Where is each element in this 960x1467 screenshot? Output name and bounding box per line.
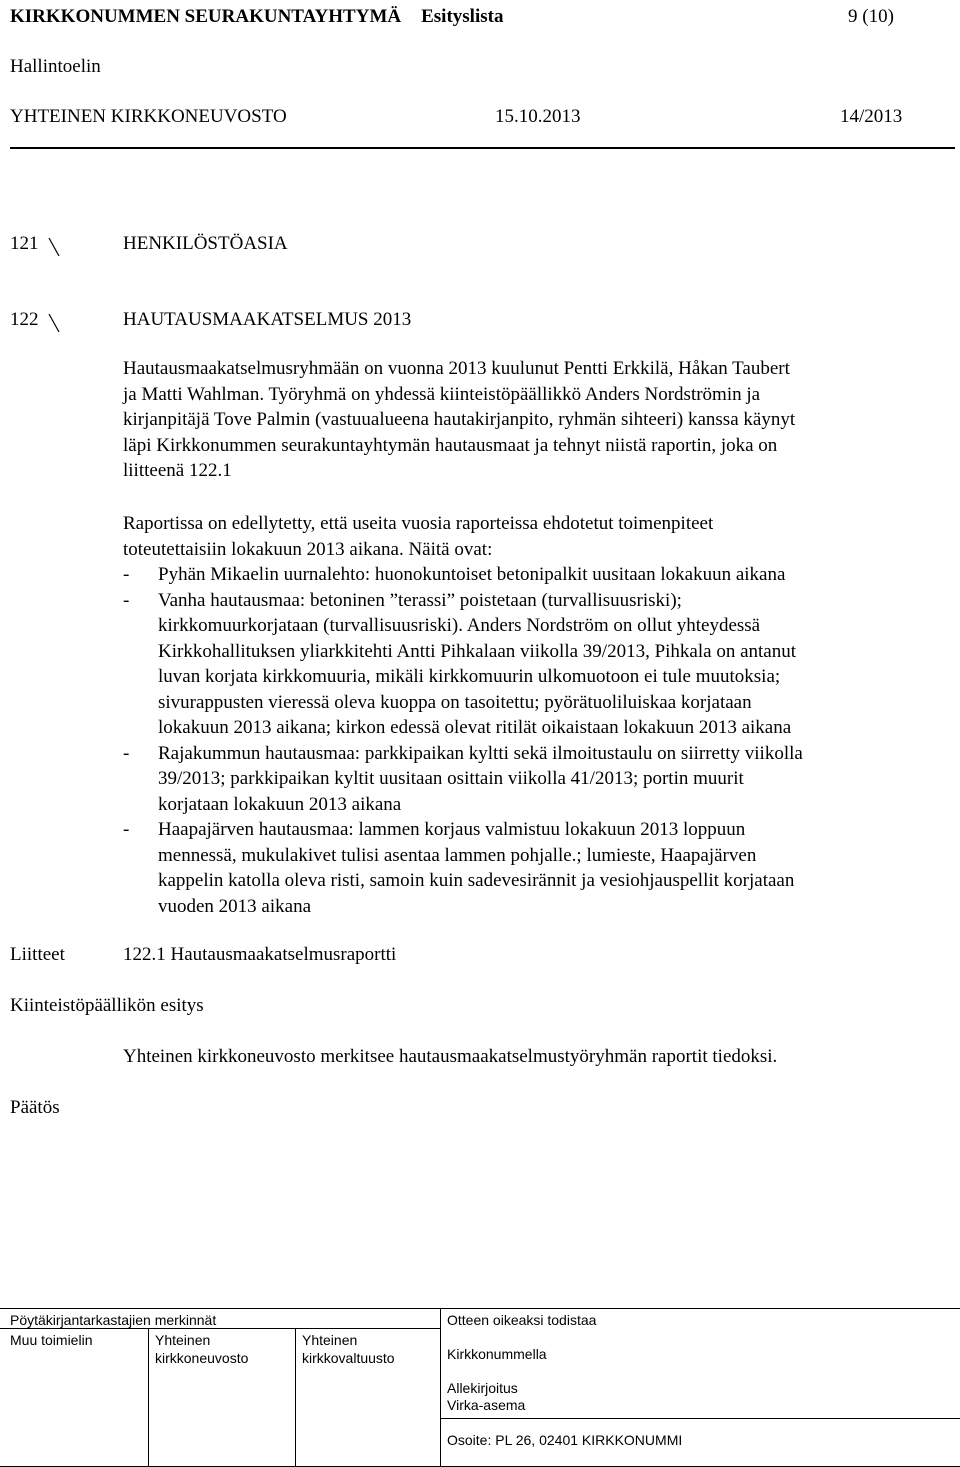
- proposal-label: Kiinteistöpäällikön esitys: [10, 995, 204, 1016]
- column-assembly-line2: kirkkovaltuusto: [302, 1350, 395, 1366]
- certification-title: Otteen oikeaksi todistaa: [447, 1312, 597, 1328]
- meeting-date: 15.10.2013: [495, 106, 581, 127]
- text-line: vuoden 2013 aikana: [158, 895, 312, 917]
- text-line: sivurappusten vieressä oleva kuoppa on tasoitettu; pyörätuoliluiskaa korjataan: [158, 691, 752, 713]
- address: Osoite: PL 26, 02401 KIRKKONUMMI: [447, 1432, 683, 1448]
- text-line: liitteenä 122.1: [123, 460, 232, 481]
- signature-label: Allekirjoitus: [447, 1380, 518, 1396]
- text-line: kirjanpitäjä Tove Palmin (vastuualueena hautakirjanpito, ryhmän sihteeri) kanssa käynyt: [123, 409, 796, 430]
- section-title: HAUTAUSMAAKATSELMUS 2013: [123, 309, 412, 330]
- page-number: 9 (10): [848, 6, 894, 27]
- column-assembly-line1: Yhteinen: [302, 1332, 358, 1348]
- text-line: 39/2013; parkkipaikan kyltit uusitaan osittain viikolla 41/2013; portin muurit: [158, 768, 744, 789]
- text-line: Raportissa on edellytetty, että useita vuosia raporteissa ehdotetut toimenpiteet: [123, 513, 714, 534]
- section-122: [0, 309, 960, 335]
- organization-name: KIRKKONUMMEN SEURAKUNTAYHTYMÄ: [10, 6, 402, 27]
- text-line: lokakuun 2013 aikana; kirkon edessä olevat ritilät oikaistaan lokakuun 2013 aikana: [158, 717, 792, 738]
- footer-top-rule: [0, 1308, 960, 1309]
- section-number: 121: [10, 233, 39, 254]
- list-item: [123, 741, 923, 818]
- header-title: [10, 6, 503, 28]
- text-line: Rajakummun hautausmaa: parkkipaikan kyltti sekä ilmoitustaulu on siirretty viikolla: [158, 742, 803, 764]
- decision-label: Päätös: [10, 1097, 60, 1118]
- text-line: ja Matti Wahlman. Työryhmä on yhdessä kiinteistöpäällikkö Anders Nordströmin ja: [123, 383, 761, 405]
- section-121: [0, 233, 960, 259]
- reviewers-title: Pöytäkirjantarkastajien merkinnät: [10, 1312, 217, 1328]
- attachment-link[interactable]: 122.1 Hautausmaakatselmusraportti: [123, 944, 397, 965]
- list-item: [123, 817, 923, 919]
- footer-divider: [440, 1308, 441, 1467]
- intro-paragraph: [123, 356, 923, 484]
- column-other-body: Muu toimielin: [10, 1332, 93, 1348]
- bullet-dash: -: [123, 564, 130, 585]
- text-line: kappelin katolla oleva risti, samoin kuin sadevesirännit ja vesiohjauspellit korjataan: [158, 870, 795, 891]
- document-type: Esityslista: [421, 6, 504, 27]
- department: Hallintoelin: [10, 56, 101, 77]
- measures-list: [123, 562, 923, 919]
- proposal-text: Yhteinen kirkkoneuvosto merkitsee hautausmaakatselmustyöryhmän raportit tiedoksi.: [123, 1046, 778, 1067]
- report-paragraph: [123, 511, 923, 562]
- section-number: 122: [10, 309, 39, 330]
- text-line: Hautausmaakatselmusryhmään on vuonna 2013 kuulunut Pentti Erkkilä, Håkan Taubert: [123, 358, 790, 379]
- text-line: Haapajärven hautausmaa: lammen korjaus valmistuu lokakuun 2013 loppuun: [158, 819, 746, 840]
- text-line: korjataan lokakuun 2013 aikana: [158, 793, 402, 815]
- text-line: Kirkkohallituksen yliarkkitehti Antti Pihkalaan viikolla 39/2013, Pihkala on antanut: [158, 640, 796, 662]
- board-name: YHTEINEN KIRKKONEUVOSTO: [10, 106, 287, 127]
- meeting-number: 14/2013: [840, 106, 903, 127]
- bullet-dash: -: [123, 742, 130, 764]
- section-mark-icon: [47, 313, 61, 333]
- text-line: luvan korjata kirkkomuuria, mikäli kirkkomuurin ulkomuotoon ei tule muutoksia;: [158, 666, 781, 687]
- text-line: toteutettaisiin lokakuun 2013 aikana. Näitä ovat:: [123, 538, 493, 560]
- text-line: kirkkomuurkorjataan (turvallisuusriski). Anders Nordström on ollut yhteydessä: [158, 615, 761, 636]
- certification-place: Kirkkonummella: [447, 1346, 547, 1362]
- attachments-label: Liitteet: [10, 944, 65, 965]
- column-divider: [295, 1328, 296, 1467]
- reviewers-rule: [0, 1328, 440, 1329]
- column-council-line2: kirkkoneuvosto: [155, 1350, 249, 1366]
- list-item: [123, 562, 923, 588]
- column-divider: [148, 1328, 149, 1467]
- text-line: mennessä, mukulakivet tulisi asentaa lammen pohjalle.; lumieste, Haapajärven: [158, 844, 757, 866]
- bullet-dash: -: [123, 819, 130, 840]
- column-council-line1: Yhteinen: [155, 1332, 211, 1348]
- list-item: [123, 588, 923, 741]
- position-label: Virka-asema: [447, 1397, 526, 1413]
- text-line: läpi Kirkkonummen seurakuntayhtymän hautausmaat ja tehnyt niistä raportin, joka on: [123, 434, 778, 456]
- header-divider: [10, 147, 955, 149]
- section-title: HENKILÖSTÖASIA: [123, 233, 288, 254]
- footer: [0, 1308, 960, 1467]
- text-line: Pyhän Mikaelin uurnalehto: huonokuntoiset betonipalkit uusitaan lokakuun aikana: [158, 564, 786, 585]
- address-rule: [440, 1418, 960, 1419]
- bullet-dash: -: [123, 589, 130, 611]
- text-line: Vanha hautausmaa: betoninen ”terassi” poistetaan (turvallisuusriski);: [158, 589, 682, 611]
- section-mark-icon: [47, 237, 61, 257]
